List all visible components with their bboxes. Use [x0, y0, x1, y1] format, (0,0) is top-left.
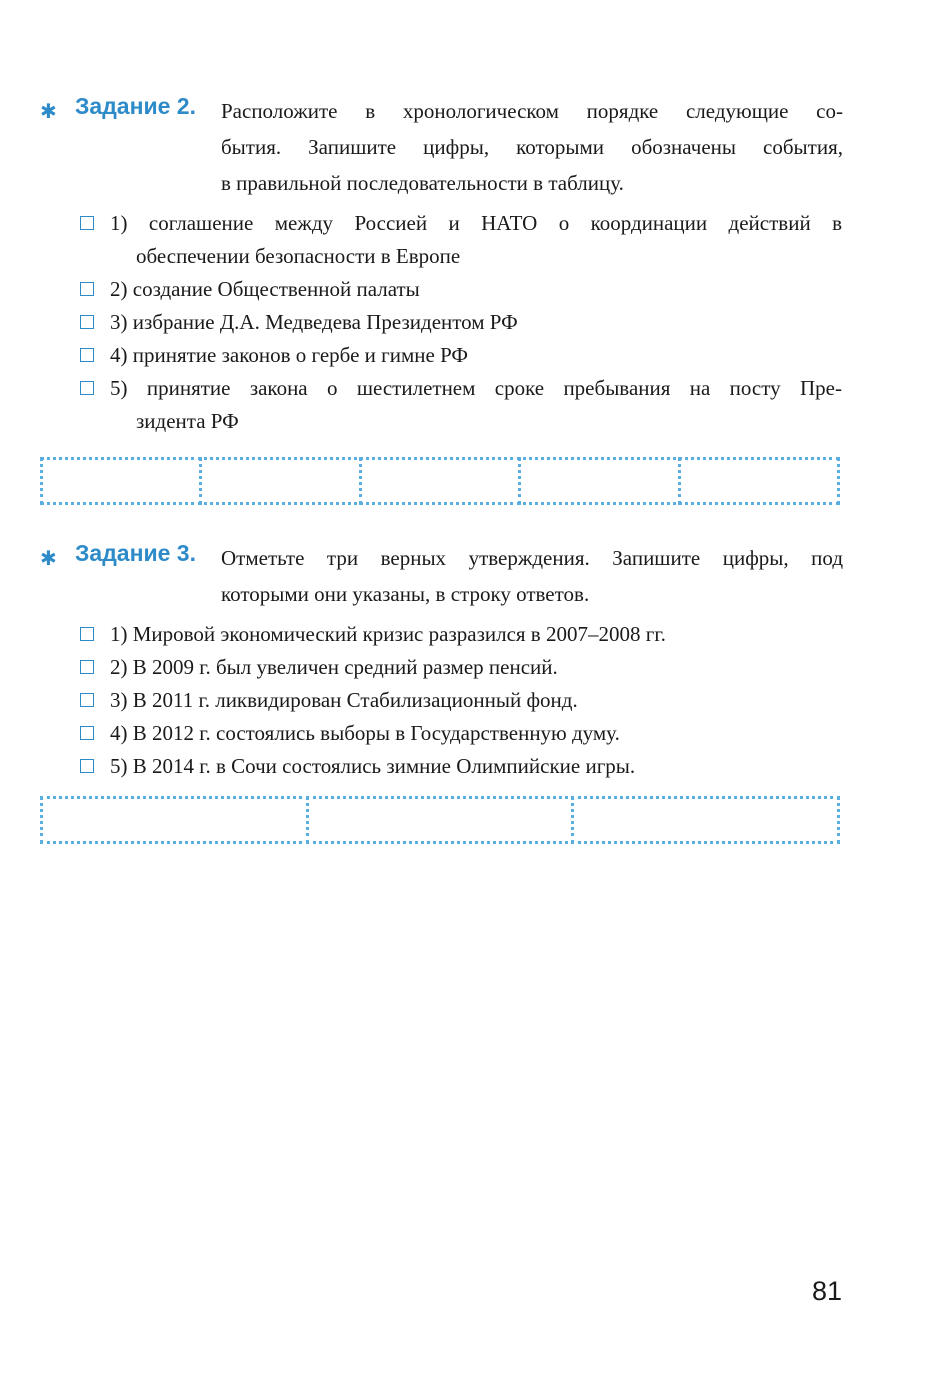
answer-cell[interactable] [571, 796, 840, 844]
instruction-line: Отметьте три верных утверждения. Запишите цифры, под [221, 546, 843, 570]
option-item [80, 618, 842, 651]
option-text: 2) создание Общественной палаты [110, 277, 420, 301]
checkbox-icon[interactable] [80, 282, 94, 296]
answer-cell[interactable] [678, 457, 840, 505]
option-item [80, 372, 842, 438]
option-text: 5) принятие закона о шестилетнем сроке пребывания на посту Пре- [110, 376, 842, 400]
task-3-label: Задание 3. [75, 540, 196, 566]
checkbox-icon[interactable] [80, 627, 94, 641]
option-item [80, 684, 842, 717]
answer-cell[interactable] [40, 457, 202, 505]
option-text-continued: зидента РФ [136, 409, 239, 433]
task-2-options [80, 207, 842, 438]
instruction-line: бытия. Запишите цифры, которыми обозначены события, [221, 135, 843, 159]
page-number: 81 [812, 1276, 843, 1306]
option-text: 4) В 2012 г. состоялись выборы в Государственную думу. [110, 721, 620, 745]
checkbox-icon[interactable] [80, 216, 94, 230]
task-3-options [80, 618, 842, 783]
option-item [80, 339, 842, 372]
option-text: 1) Мировой экономический кризис разразился в 2007–2008 гг. [110, 622, 666, 646]
checkbox-icon[interactable] [80, 660, 94, 674]
task-2-answer-grid [40, 457, 840, 505]
task-3-answer-grid [40, 796, 840, 844]
option-text: 5) В 2014 г. в Сочи состоялись зимние Олимпийские игры. [110, 754, 636, 778]
option-text: 1) соглашение между Россией и НАТО о координации действий в [110, 211, 842, 235]
instruction-line: в правильной последовательности в таблицу. [221, 171, 624, 195]
option-text: 2) В 2009 г. был увеличен средний размер пенсий. [110, 655, 558, 679]
option-item [80, 273, 842, 306]
option-item [80, 651, 842, 684]
answer-cell[interactable] [40, 796, 309, 844]
answer-cell[interactable] [359, 457, 521, 505]
checkbox-icon[interactable] [80, 381, 94, 395]
task-2-label: Задание 2. [75, 93, 196, 119]
checkbox-icon[interactable] [80, 693, 94, 707]
checkbox-icon[interactable] [80, 348, 94, 362]
answer-cell[interactable] [306, 796, 575, 844]
option-item [80, 306, 842, 339]
option-text: 3) В 2011 г. ликвидирован Стабилизационный фонд. [110, 688, 578, 712]
task-2-instruction [221, 93, 843, 201]
checkbox-icon[interactable] [80, 315, 94, 329]
option-item [80, 717, 842, 750]
instruction-line: которыми они указаны, в строку ответов. [221, 582, 590, 606]
asterisk-icon: ✱ [40, 99, 57, 123]
option-text: 4) принятие законов о гербе и гимне РФ [110, 343, 468, 367]
instruction-line: Расположите в хронологическом порядке следующие со- [221, 99, 843, 123]
option-text-continued: обеспечении безопасности в Европе [136, 244, 461, 268]
option-item [80, 207, 842, 273]
checkbox-icon[interactable] [80, 726, 94, 740]
checkbox-icon[interactable] [80, 759, 94, 773]
option-item [80, 750, 842, 783]
task-3-instruction [221, 540, 843, 612]
option-text: 3) избрание Д.А. Медведева Президентом РФ [110, 310, 518, 334]
answer-cell[interactable] [518, 457, 680, 505]
answer-cell[interactable] [199, 457, 361, 505]
asterisk-icon: ✱ [40, 546, 57, 570]
